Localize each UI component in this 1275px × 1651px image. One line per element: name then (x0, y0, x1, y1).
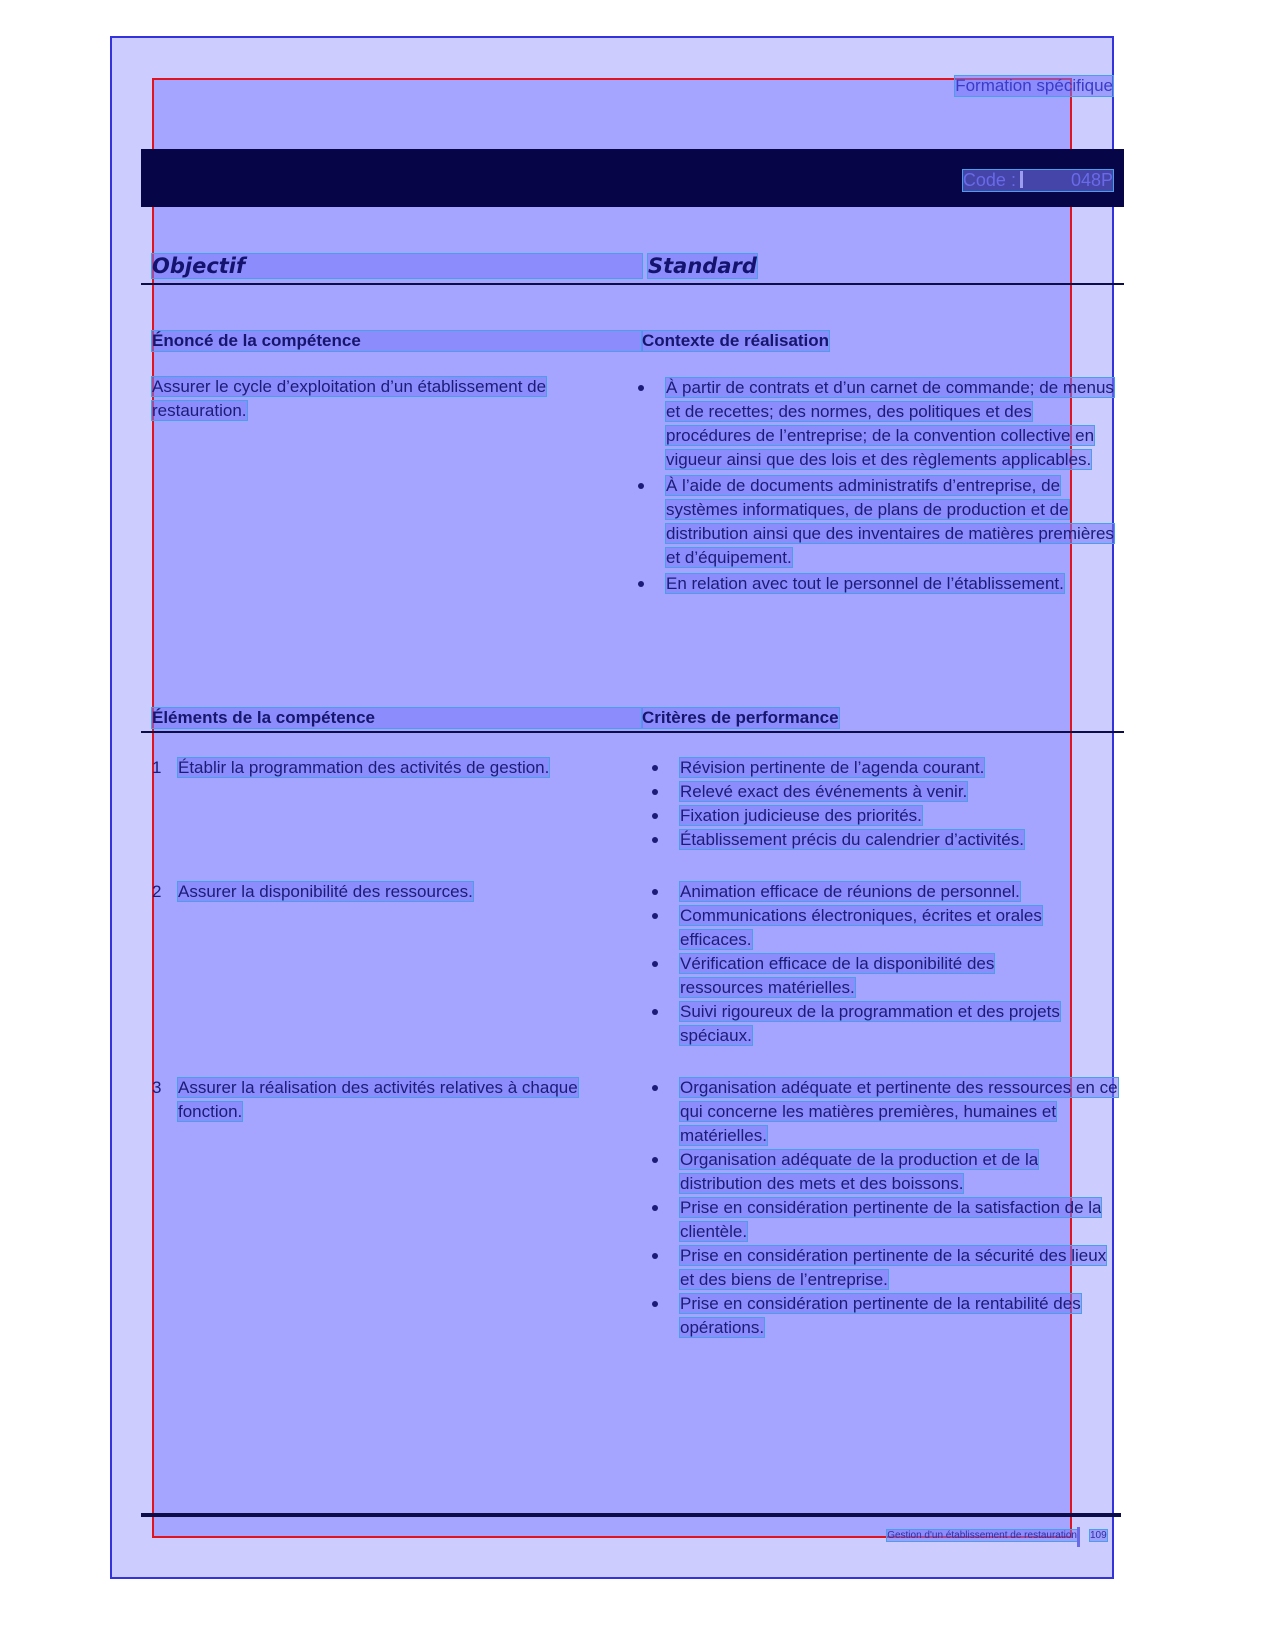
competency-statement (152, 375, 612, 423)
criterion-text: Prise en considération pertinente de la satisfaction de la clientèle. (680, 1198, 1102, 1241)
competency-statement-title: Énoncé de la compétence (152, 331, 642, 351)
criterion-text: Relevé exact des événements à venir. (680, 782, 968, 801)
criterion-text: Communications électroniques, écrites et orales efficaces. (680, 906, 1042, 949)
criterion-text: Suivi rigoureux de la programmation et des projets spéciaux. (680, 1002, 1060, 1045)
criterion-text: Prise en considération pertinente de la sécurité des lieux et des biens de l’entreprise. (680, 1246, 1107, 1289)
program-type: Formation spécifique (955, 76, 1113, 95)
criterion-item (680, 1244, 1120, 1292)
criterion-item (680, 880, 1080, 904)
criteria-list-2 (680, 880, 1080, 1048)
criterion-item (680, 780, 1120, 804)
context-item-text: À partir de contrats et d’un carnet de commande; de menus et de recettes; des normes, des politiques et des procédures de l’entreprise; de la convention collective en vigueur ainsi que des lois et des règlements applicables. (666, 378, 1114, 469)
element-number: 1 (152, 758, 162, 777)
competency-element-3 (152, 1076, 592, 1124)
criteria-list-1 (680, 756, 1120, 852)
criterion-text: Animation efficace de réunions de personnel. (680, 882, 1020, 901)
criterion-text: Fixation judicieuse des priorités. (680, 806, 922, 825)
criterion-text: Vérification efficace de la disponibilité des ressources matérielles. (680, 954, 995, 997)
criterion-item (680, 904, 1080, 952)
element-number: 2 (152, 882, 162, 901)
competency-statement-text: Assurer le cycle d’exploitation d’un établissement de restauration. (152, 377, 547, 420)
criterion-item (680, 1000, 1080, 1048)
criteria-list-3 (680, 1076, 1120, 1340)
footer-rule (141, 1513, 1121, 1517)
element-text: Assurer la réalisation des activités relatives à chaque fonction. (178, 1078, 578, 1121)
criterion-item (680, 828, 1120, 852)
criteria-title: Critères de performance (642, 708, 839, 727)
criterion-text: Établissement précis du calendrier d’activités. (680, 830, 1024, 849)
criterion-text: Organisation adéquate de la production et de la distribution des mets et des boissons. (680, 1150, 1039, 1193)
objective-heading: Objectif (152, 254, 642, 278)
standard-heading: Standard (648, 254, 757, 278)
criterion-item (680, 1292, 1120, 1340)
objective-rule (141, 283, 1124, 285)
context-item-text: En relation avec tout le personnel de l’établissement. (666, 574, 1064, 593)
criterion-item (680, 1196, 1120, 1244)
element-text: Assurer la disponibilité des ressources. (178, 882, 473, 901)
criterion-item (680, 804, 1120, 828)
context-title: Contexte de réalisation (642, 331, 830, 350)
competency-element-2 (152, 880, 592, 904)
code-label (963, 170, 1113, 191)
elements-title: Éléments de la compétence (152, 708, 642, 728)
context-item (666, 376, 1118, 472)
criterion-item (680, 952, 1080, 1000)
criterion-text: Révision pertinente de l’agenda courant. (680, 758, 985, 777)
page-number: 109 (1090, 1530, 1107, 1541)
element-text: Établir la programmation des activités de gestion. (178, 758, 550, 777)
criterion-text: Prise en considération pertinente de la rentabilité des opérations. (680, 1294, 1081, 1337)
code-separator (1020, 171, 1023, 188)
competency-element-1 (152, 756, 592, 780)
context-list (666, 376, 1118, 596)
footer-program-name: Gestion d'un établissement de restauration (887, 1530, 1077, 1541)
criterion-item (680, 1076, 1120, 1148)
criterion-text: Organisation adéquate et pertinente des ressources en ce qui concerne les matières premières, humaines et matérielles. (680, 1078, 1118, 1145)
context-item (666, 572, 1118, 596)
context-item-text: À l’aide de documents administratifs d’entreprise, de systèmes informatiques, de plans de production et de distribution ainsi que des inventaires de matières premières et d’équipement. (666, 476, 1114, 567)
criterion-item (680, 1148, 1120, 1196)
criterion-item (680, 756, 1120, 780)
code-label-text: Code : (962, 170, 1016, 190)
footer-separator (1077, 1527, 1080, 1547)
element-number: 3 (152, 1078, 162, 1097)
elements-rule (141, 731, 1124, 733)
code-value: 048P (1070, 170, 1113, 190)
context-item (666, 474, 1118, 570)
